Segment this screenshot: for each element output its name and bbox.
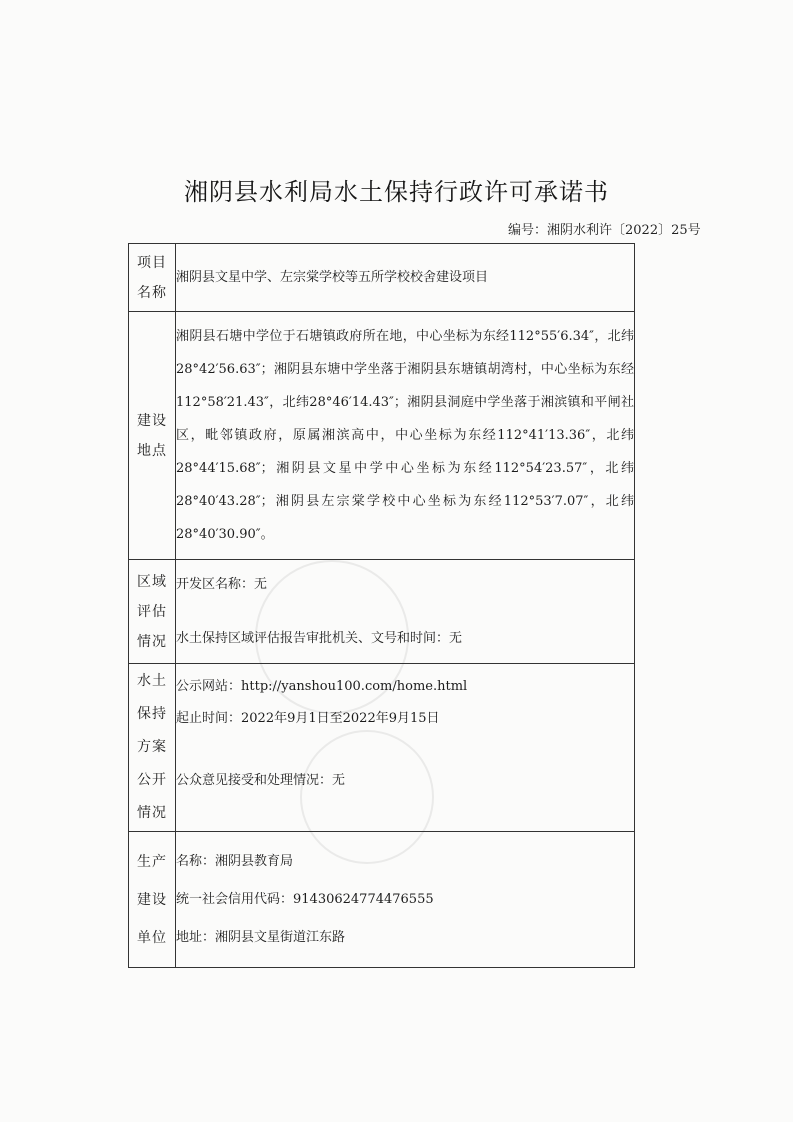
region-row <box>129 560 635 664</box>
location-label <box>129 312 176 560</box>
document-number <box>508 219 701 238</box>
unit-name: 名称：湘阴县教育局 <box>176 853 294 869</box>
region-label <box>129 560 176 664</box>
label-line: 建设 <box>137 412 167 429</box>
public-opinions: 公众意见接受和处理情况：无 <box>176 773 346 788</box>
permit-table <box>128 243 635 968</box>
label-line: 评估 <box>137 603 167 620</box>
label-line: 情况 <box>137 633 167 650</box>
label-line: 生产 <box>137 853 167 870</box>
label-line: 区域 <box>137 573 167 590</box>
document-title: 湘阴县水利局水土保持行政许可承诺书 <box>184 178 609 206</box>
unit-content <box>176 832 635 968</box>
region-content <box>176 560 635 664</box>
document-number-value: 湘阴水利许〔2022〕25号 <box>547 223 701 238</box>
label-line: 保持 <box>137 706 167 722</box>
location-description: 湘阴县石塘中学位于石塘镇政府所在地，中心坐标为东经112°55′6.34″，北纬28°42′56.63″；湘阴县东塘中学坐落于湘阴县东塘镇胡湾村，中心坐标为东经112°58′21.43″，北纬28°46′14.43″；湘阴县洞庭中学坐落于湘滨镇和平闸社区，毗邻镇政府，原属湘滨高中，中心坐标为东经112°41′13.36″，北纬28°44′15.68″；湘阴县文星中学中心坐标为东经112°54′23.57″，北纬28°40′43.28″；湘阴县左宗棠学校中心坐标为东经112°53′7.07″，北纬28°40′30.90″。 <box>176 312 635 560</box>
unit-row <box>129 832 635 968</box>
label-line: 公开 <box>137 772 167 788</box>
region-assessment-report: 水土保持区域评估报告审批机关、文号和时间：无 <box>176 630 463 646</box>
publicity-row <box>129 664 635 832</box>
label-line: 项目 <box>137 254 167 271</box>
location-row <box>129 312 635 560</box>
unit-label <box>129 832 176 968</box>
project-name: 湘阴县文星中学、左宗棠学校等五所学校校舍建设项目 <box>176 244 635 312</box>
publicity-content <box>176 664 635 832</box>
project-label <box>129 244 176 312</box>
label-line: 方案 <box>137 739 167 755</box>
dev-zone-name: 开发区名称：无 <box>176 576 268 592</box>
unit-address: 地址：湘阴县文星街道江东路 <box>176 929 346 945</box>
publicity-period: 起止时间：2022年9月1日至2022年9月15日 <box>176 711 440 726</box>
publicity-website: 公示网站：http://yanshou100.com/home.html <box>176 679 468 694</box>
document-number-label: 编号： <box>508 223 548 238</box>
label-line: 地点 <box>137 442 167 459</box>
publicity-label <box>129 664 176 832</box>
project-row <box>129 244 635 312</box>
label-line: 单位 <box>137 929 167 946</box>
label-line: 水土 <box>137 673 167 689</box>
label-line: 名称 <box>137 284 167 301</box>
unit-credit-code: 统一社会信用代码：91430624774476555 <box>176 891 434 907</box>
label-line: 建设 <box>137 891 167 908</box>
label-line: 情况 <box>137 805 167 821</box>
